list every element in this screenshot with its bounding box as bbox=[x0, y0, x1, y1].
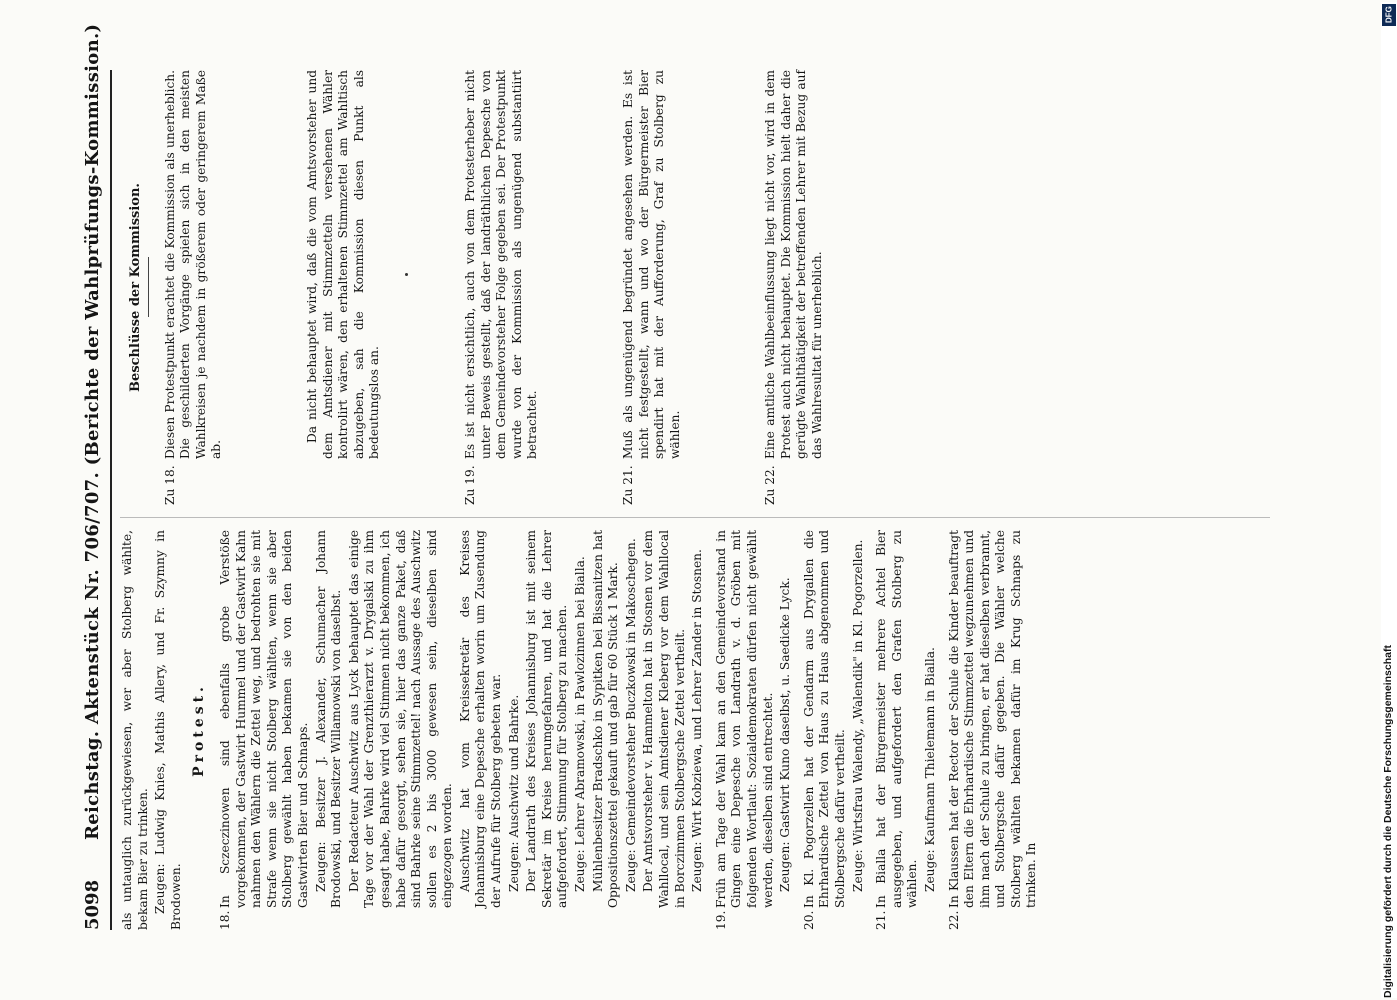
resolution-label: Zu 19. bbox=[462, 465, 477, 505]
item-paragraph: Der Landrath des Kreises Johannisburg ist mit seinem Sekretär im Kreise herumgefahren, und hat die Lehrer aufgefordert, Stimmung für Stolberg zu machen. bbox=[524, 530, 570, 908]
resolution-item bbox=[621, 70, 683, 505]
resolution-item bbox=[463, 70, 541, 505]
spacer bbox=[385, 70, 455, 505]
item-paragraph: Mühlenbesitzer Bradschko in Sypitken bei Bissanitzen hat Oppositionszettel gekauft und gab für 60 Stück 1 Mark. bbox=[590, 530, 621, 908]
protest-item bbox=[218, 530, 706, 930]
resolution-label: Zu 18. bbox=[162, 465, 177, 505]
right-column bbox=[120, 70, 898, 505]
resolutions-heading: Beschlüsse der Kommission. bbox=[128, 183, 143, 392]
resolution-label: Zu 22. bbox=[763, 465, 778, 505]
item-number: 22. bbox=[946, 910, 961, 930]
item-paragraph: Zeuge: Gemeindevorsteher Buczkowski in Makoschegen. bbox=[623, 538, 638, 892]
spacer bbox=[543, 70, 613, 505]
resolution-item bbox=[763, 70, 825, 505]
item-paragraph: In Bialla hat der Bürgermeister mehrere Achtel Bier ausgegeben, und aufgefordert den Grafen Stolberg zu wählen. bbox=[874, 530, 920, 908]
item-paragraph: Zeugen: Wirt Kobziewa, und Lehrer Zander in Stosnen. bbox=[690, 549, 705, 892]
item-paragraph: In Klaussen hat der Rector der Schule die Kinder beauftragt den Eltern die Ehrhardische Stimmzettel wegzunehmen und ihm nach der Schule zu bringen, er hat dieselben verbrannt, und Stolbergsche dafür gegeben. Die Wähler welche Stolberg wählten bekamen dafür im Krug Schnaps zu trinken. In bbox=[946, 530, 1039, 908]
funding-notice: Digitalisierung gefördert durch die Deutsche Forschungsgemeinschaft bbox=[1382, 645, 1394, 998]
resolution-paragraph: Muß als ungenügend begründet angesehen werden. Es ist nicht festgestellt, wann und wo der Bürgermeister Bier spendirt hat mit der Aufforderung, Graf zu Stolberg zu wählen. bbox=[620, 70, 682, 459]
spacer bbox=[828, 70, 898, 505]
resolution-paragraph: Diesen Protestpunkt erachtet die Kommission als unerheblich. Die geschilderten Vorgänge spielen sich in den meisten Wahlkreisen je nachdem in größerem oder geringerem Maße ab. bbox=[162, 70, 224, 459]
resolution-item bbox=[163, 70, 225, 505]
page-header bbox=[82, 23, 110, 930]
dfg-logo: DFG bbox=[1382, 4, 1396, 26]
ink-speck bbox=[405, 273, 408, 276]
resolution-label: Zu 21. bbox=[620, 465, 635, 505]
item-paragraph: In Sczeczinowen sind ebenfalls grobe Verstöße vorgekommen, der Gastwirt Hummel und der Gastwirt Kahn nahmen den Wählern die Zettel weg, und bedrohten sie mit Strafe wenn sie nicht Stolberg wählten, wenn sie aber Stolberg gewählt haben bekamen sie von den beiden Gastwirten Bier und Schnaps. bbox=[217, 530, 310, 908]
resolution-paragraph: Da nicht behauptet wird, daß die vom Amtsvorsteher und dem Amtsdiener mit Stimmzetteln versehenen Wähler kontrolirt wären, den erhaltenen Stimmzettel am Wahltisch abzugeben, sah die Kommission diesen Punkt als bedeutungslos an. bbox=[304, 70, 382, 459]
spacer bbox=[227, 70, 297, 505]
item-paragraph: Der Redacteur Auschwitz aus Lyck behauptet das einige Tage vor der Wahl der Grenzthierarzt v. Drygalski zu ihm gesagt habe, Bahrke wird viel Stimmen nicht bekommen, ich habe dafür gesorgt, sehen sie, hier das ganze Paket, daß sind Bahrke seine Stimmzettel! nach Aussage des Auschwitz sollen es 2 bis 3000 gewesen sein, dieselben sind eingezogen worden. bbox=[346, 530, 455, 908]
item-paragraph: Zeugen: Besitzer J. Alexander, Schumacher Johann Brodowski, und Besitzer Willamowski von daselbst. bbox=[313, 530, 344, 908]
resolution-paragraph: Eine amtliche Wahlbeeinflussung liegt nicht vor, wird in dem Protest auch nicht behauptet. Die Kommission hielt daher die gerügte Wahlthätigkeit der betreffenden Lehrer mit Bezug auf das Wahlresultat für unerheblich. bbox=[763, 70, 825, 459]
column-divider bbox=[120, 517, 1270, 518]
lead-line: Zeugen: Ludwig Knies, Mathis Allery, und Fr. Szymny in Brodowen. bbox=[153, 530, 183, 930]
page-header-title: Reichstag. Aktenstück Nr. 706/707. (Berichte der Wahlprüfungs-Kommission.) bbox=[82, 23, 103, 840]
item-number: 19. bbox=[713, 910, 728, 930]
item-paragraph: Zeugen: Gastwirt Kuno daselbst, u. Saedicke Lyck. bbox=[778, 577, 793, 892]
resolution-paragraph: Es ist nicht ersichtlich, auch von dem Protesterheber nicht unter Beweis gestellt, daß der landräthlichen Depesche von dem Gemeindevorsteher Folge gegeben sei. Der Protestpunkt wurde von der Kommission als ungenügend substantiirt betrachtet. bbox=[462, 70, 540, 459]
item-paragraph: Zeuge: Lehrer Abramowski, in Pawlozinnen bei Bialla. bbox=[573, 556, 588, 892]
item-number: 21. bbox=[874, 910, 889, 930]
item-number: 20. bbox=[801, 910, 816, 930]
protest-item bbox=[874, 530, 938, 930]
protest-item bbox=[947, 530, 1041, 930]
header-rule bbox=[110, 70, 112, 930]
item-paragraph: Der Amtsvorsteher v. Hammelton hat in Stosnen vor dem Wahllocal, und sein Amtsdiener Kleberg vor dem Wahllocal in Borczimmen Stolbergsche Zettel vertheilt. bbox=[641, 530, 687, 908]
item-paragraph: In Kl. Pogorzellen hat der Gendarm aus Drygallen die Ehrhardische Zettel von Haus zu Haus abgenommen und Stolbergsche dafür vertheilt. bbox=[801, 530, 847, 908]
spacer bbox=[685, 70, 755, 505]
item-paragraph: Zeuge: Wirtsfrau Walendy, „Walendik" in Kl. Pogorzellen. bbox=[850, 539, 865, 892]
lead-line: als untauglich zurückgewiesen, wer aber Stolberg wählte, bekam Bier zu trinken. bbox=[120, 530, 150, 930]
page-number: 5098 bbox=[82, 879, 103, 930]
protest-item bbox=[714, 530, 794, 930]
protest-heading: Protest. bbox=[191, 683, 208, 777]
heading-rule bbox=[148, 258, 149, 318]
item-paragraph: Zeugen: Auschwitz und Bahrke. bbox=[506, 694, 521, 892]
left-column bbox=[120, 530, 1042, 930]
item-paragraph: Früh am Tage der Wahl kam an den Gemeindevorstand in Gingen eine Depesche von Landrath v. d. Gröben mit folgenden Wortlaut: Sozialdemokraten dürfen nicht gewählt werden, dieselben sind entrechtet. bbox=[713, 530, 775, 908]
item-paragraph: Auschwitz hat vom Kreissekretär des Kreises Johannisburg eine Depesche erhalten worin um Zusendung der Aufrufe für Stolberg gebeten war. bbox=[457, 530, 504, 908]
protest-item bbox=[802, 530, 866, 930]
resolution-item bbox=[305, 70, 383, 505]
item-number: 18. bbox=[217, 910, 232, 930]
item-paragraph: Zeuge: Kaufmann Thielemann in Bialla. bbox=[922, 647, 937, 892]
